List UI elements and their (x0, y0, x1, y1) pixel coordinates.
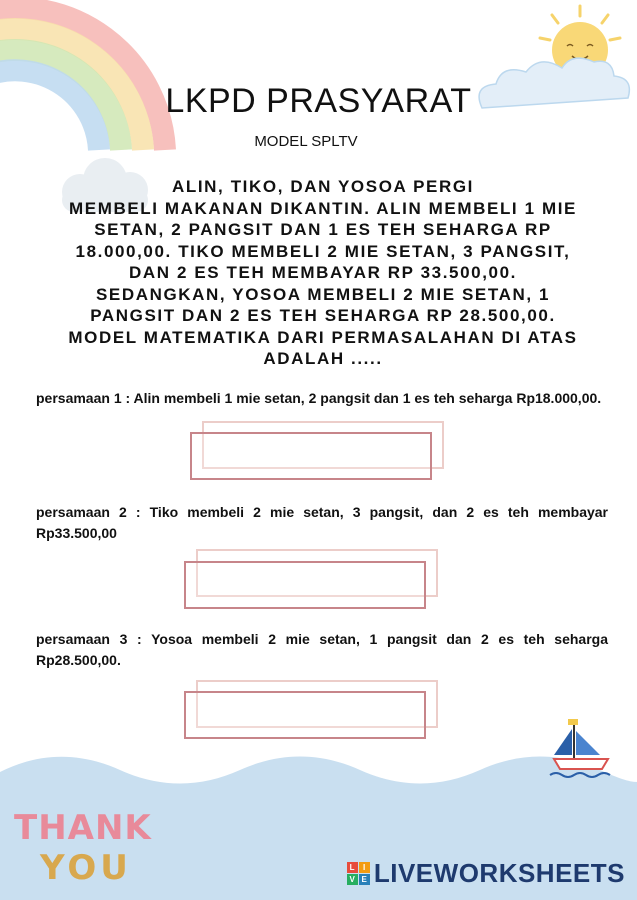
problem-line: SEDANGKAN, YOSOA MEMBELI 2 MIE SETAN, 1 (95, 284, 551, 304)
liveworksheets-mark-icon: L I V E (347, 862, 370, 885)
problem-line: PANGSIT DAN 2 ES TEH SEHARGA RP 28.500,00. (90, 306, 556, 325)
worksheet-title: LKPD PRASYARAT (165, 82, 472, 120)
thank-you-lettering (14, 808, 154, 888)
thank-you-line: YOU (40, 848, 132, 888)
equation-2-answer-box[interactable] (184, 561, 426, 609)
problem-line: DAN 2 ES TEH MEMBAYAR RP 33.500,00. (129, 263, 517, 282)
problem-line: SETAN, 2 PANGSIT DAN 1 ES TEH SEHARGA RP (94, 220, 552, 239)
problem-line: ALIN, TIKO, DAN YOSOA PERGI (171, 177, 474, 196)
problem-line: 18.000,00. TIKO MEMBELI 2 MIE SETAN, 3 PANGSIT, (75, 241, 571, 261)
brand-text: LIVEWORKSHEETS (373, 858, 625, 888)
equation-1-answer-box[interactable] (190, 432, 432, 480)
worksheet-subtitle: MODEL SPLTV (254, 133, 358, 150)
equation-1-prompt: persamaan 1 : Alin membeli 1 mie setan, 2 pangsit dan 1 es teh seharga Rp18.000,00. (36, 390, 602, 406)
problem-line: MODEL MATEMATIKA DARI PERMASALAHAN DI ATAS (68, 327, 578, 347)
problem-line: ADALAH ..... (263, 349, 383, 368)
problem-line: MEMBELI MAKANAN DIKANTIN. ALIN MEMBELI 1 MIE (69, 198, 577, 218)
problem-statement (36, 176, 610, 370)
sailboat-icon (548, 715, 628, 785)
equation-3-prompt: persamaan 3 : Yosoa membeli 2 mie setan, 1 pangsit dan 2 es teh seharga Rp28.500,00. (36, 631, 608, 668)
equation-2-prompt: persamaan 2 : Tiko membeli 2 mie setan, 3 pangsit, dan 2 es teh membayar Rp33.500,00 (36, 504, 608, 541)
equation-3-answer-box[interactable] (184, 691, 426, 739)
thank-you-line: THANK (14, 808, 152, 848)
liveworksheets-logo[interactable] (347, 858, 625, 889)
